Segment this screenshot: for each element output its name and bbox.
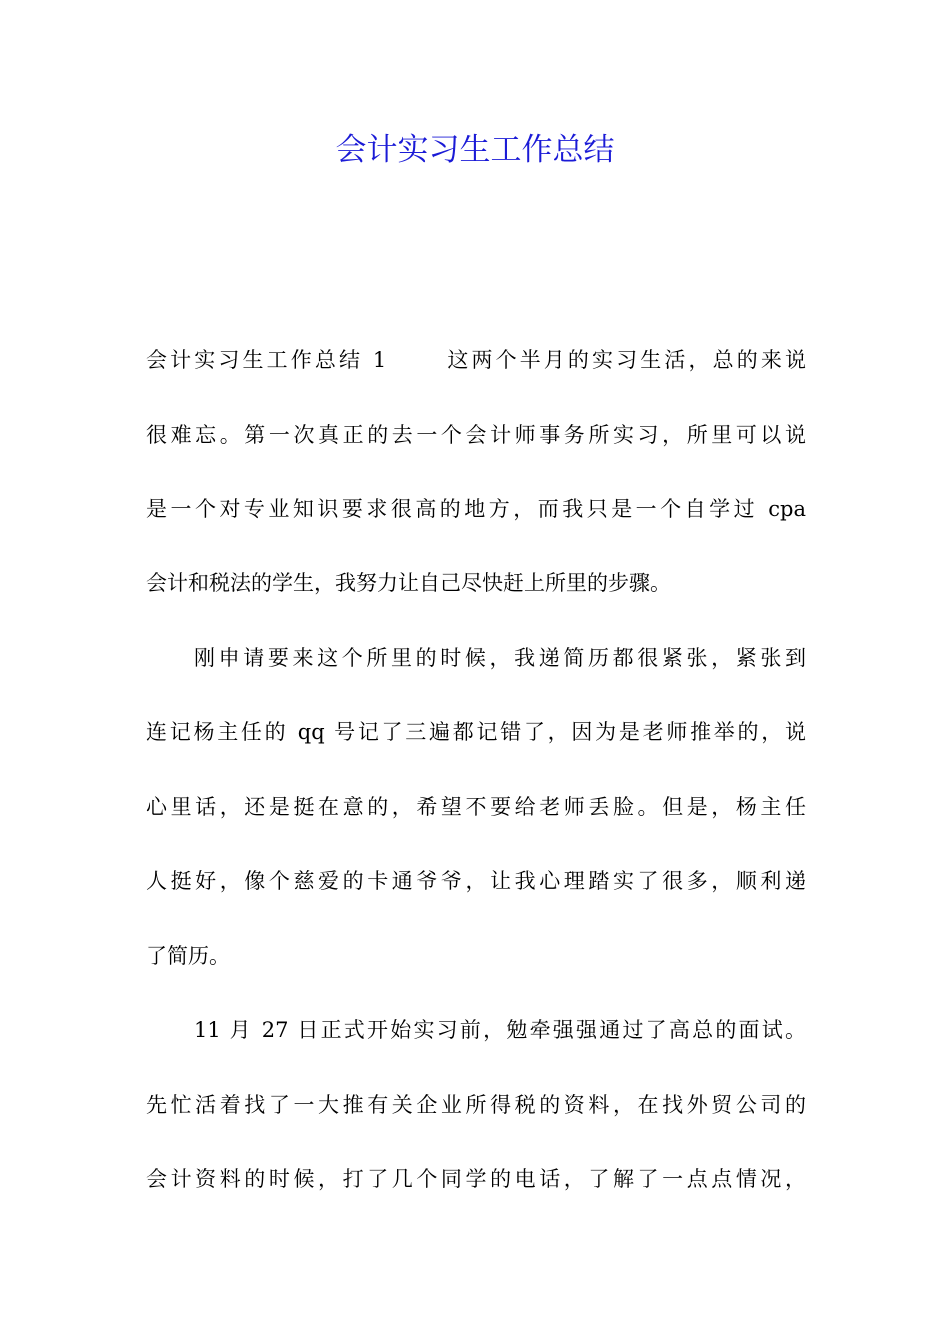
section-heading: 会计实习生工作总结 1 xyxy=(146,348,387,372)
paragraph-2-line-1: 刚申请要来这个所里的时候，我递简历都很紧张，紧张到 xyxy=(194,646,806,670)
paragraph-3-line-2: 先忙活着找了一大推有关企业所得税的资料，在找外贸公司的 xyxy=(146,1093,806,1117)
paragraph-3-line-1: 11 月 27 日正式开始实习前，勉牵强强通过了高总的面试。 xyxy=(194,1018,806,1042)
paragraph-1-line-4: 会计和税法的学生，我努力让自己尽快赶上所里的步骤。 xyxy=(146,571,671,595)
paragraph-1-line-2: 很难忘。第一次真正的去一个会计师事务所实习，所里可以说 xyxy=(146,423,806,447)
paragraph-1-line-3: 是一个对专业知识要求很高的地方，而我只是一个自学过 cpa xyxy=(146,497,806,521)
paragraph-2-line-2: 连记杨主任的 qq 号记了三遍都记错了，因为是老师推举的，说 xyxy=(146,720,806,744)
paragraph-2-line-3: 心里话，还是挺在意的，希望不要给老师丢脸。但是，杨主任 xyxy=(146,795,806,819)
paragraph-2-line-5: 了简历。 xyxy=(146,944,230,968)
document-title: 会计实习生工作总结 xyxy=(335,132,615,168)
paragraph-1-line-1 xyxy=(146,345,806,375)
paragraph-text: 这两个半月的实习生活，总的来说 xyxy=(444,348,806,372)
paragraph-2-line-4: 人挺好，像个慈爱的卡通爷爷，让我心理踏实了很多，顺利递 xyxy=(146,869,806,893)
paragraph-3-line-3: 会计资料的时候，打了几个同学的电话，了解了一点点情况， xyxy=(146,1167,806,1191)
